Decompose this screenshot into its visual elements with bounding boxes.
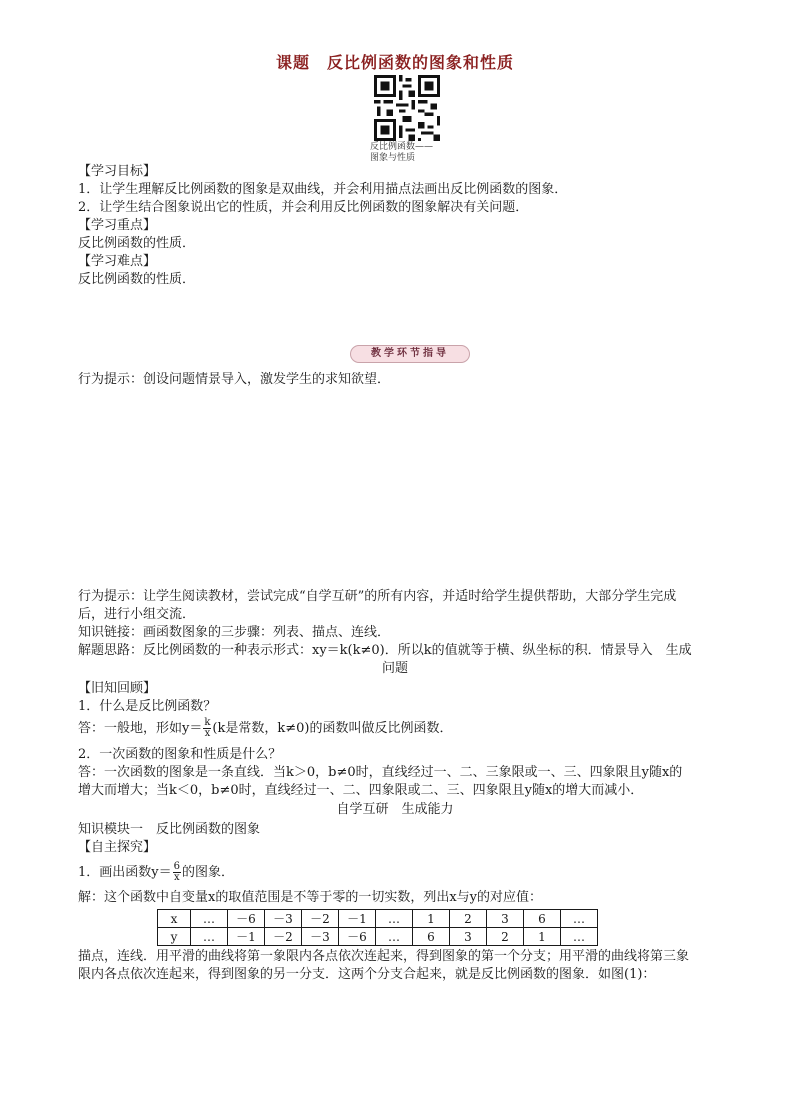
goal-2: 2．让学生结合图象说出它的性质，并会利用反比例函数的图象解决有关问题． [78, 200, 529, 215]
behavior-tip-2-cont: 后，进行小组交流． [78, 607, 196, 622]
qr-code-icon [374, 75, 440, 141]
answer-1: 答：一般地，形如y＝ $\frac{k}{x}$ (k是常数，k≠0)的函数叫做反比例函数． [78, 717, 453, 739]
key-text: 反比例函数的性质． [78, 236, 196, 251]
table-cell: －3 [265, 910, 302, 928]
table-cell: －6 [339, 928, 376, 946]
table-cell: －1 [228, 928, 265, 946]
behavior-tip-2: 行为提示：让学生阅读教材，尝试完成“自学互研”的所有内容，并适时给学生提供帮助，大部分学生完成 [78, 589, 677, 604]
page-title: 课题 反比例函数的图象和性质 [275, 53, 514, 72]
explore-heading: 【自主探究】 [78, 840, 157, 855]
exercise-1: 1．画出函数y＝ $\frac{6}{x}$ 的图象． [78, 861, 235, 883]
table-cell: 6 [524, 910, 561, 928]
table-cell: … [191, 928, 228, 946]
table-cell: 1 [413, 910, 450, 928]
knowledge-link: 知识链接：画函数图象的三步骤：列表、描点、连线． [78, 625, 391, 640]
solution-intro: 解：这个函数中自变量x的取值范围是不等于零的一切实数，列出x与y的对应值： [78, 890, 543, 905]
goal-1: 1．让学生理解反比例函数的图象是双曲线，并会利用描点法画出反比例函数的图象． [78, 182, 568, 197]
table-cell: －2 [302, 910, 339, 928]
plot-instructions: 描点，连线．用平滑的曲线将第一象限内各点依次连起来，得到图象的第一个分支；用平滑的曲线将第三象 [78, 949, 690, 964]
plot-instructions-cont: 限内各点依次连起来，得到图象的另一分支．这两个分支合起来，就是反比例函数的图象．如图(1)： [78, 967, 656, 982]
solution-idea-cont: 问题 [381, 661, 408, 676]
table-cell: 2 [487, 928, 524, 946]
difficult-text: 反比例函数的性质． [78, 272, 196, 287]
table-cell: 1 [524, 928, 561, 946]
table-cell: 3 [450, 928, 487, 946]
value-table [157, 909, 598, 946]
question-2: 2．一次函数的图象和性质是什么？ [78, 747, 282, 762]
table-cell: －3 [302, 928, 339, 946]
table-cell: 2 [450, 910, 487, 928]
table-cell: … [376, 928, 413, 946]
table-cell: … [376, 910, 413, 928]
module-1-heading: 知识模块一 反比例函数的图象 [78, 822, 261, 837]
table-cell: 6 [413, 928, 450, 946]
goals-heading: 【学习目标】 [78, 164, 157, 179]
teaching-guide-banner: 教学环节指导 [350, 345, 470, 363]
section-heading: 自学互研 生成能力 [336, 802, 454, 817]
solution-idea: 解题思路：反比例函数的一种表示形式：xy＝k(k≠0)．所以k的值就等于横、纵坐标的积．情景导入 生成 [78, 643, 692, 658]
table-cell: y [158, 928, 191, 946]
table-cell: … [191, 910, 228, 928]
question-1: 1．什么是反比例函数？ [78, 699, 217, 714]
review-heading: 【旧知回顾】 [78, 681, 157, 696]
table-cell: 3 [487, 910, 524, 928]
answer-2: 答：一次函数的图象是一条直线．当k＞0，b≠0时，直线经过一、二、三象限或一、三、四象限且y随x的 [78, 765, 683, 780]
table-cell: －2 [265, 928, 302, 946]
difficult-heading: 【学习难点】 [78, 254, 157, 269]
table-cell: －1 [339, 910, 376, 928]
table-row-x [158, 910, 598, 928]
fraction-k-over-x: $\frac{k}{x}$ [204, 717, 211, 739]
table-cell: … [561, 910, 598, 928]
behavior-tip-1: 行为提示：创设问题情景导入，激发学生的求知欲望． [78, 372, 391, 387]
qr-caption: 反比例函数—— 图象与性质 [370, 142, 434, 163]
table-cell: … [561, 928, 598, 946]
fraction-6-over-x: $\frac{6}{x}$ [173, 861, 180, 883]
table-row-y [158, 928, 598, 946]
key-heading: 【学习重点】 [78, 218, 157, 233]
table-cell: x [158, 910, 191, 928]
table-cell: －6 [228, 910, 265, 928]
answer-2-cont: 增大而增大；当k＜0，b≠0时，直线经过一、二、四象限或二、三、四象限且y随x的增大而减小． [78, 783, 644, 798]
